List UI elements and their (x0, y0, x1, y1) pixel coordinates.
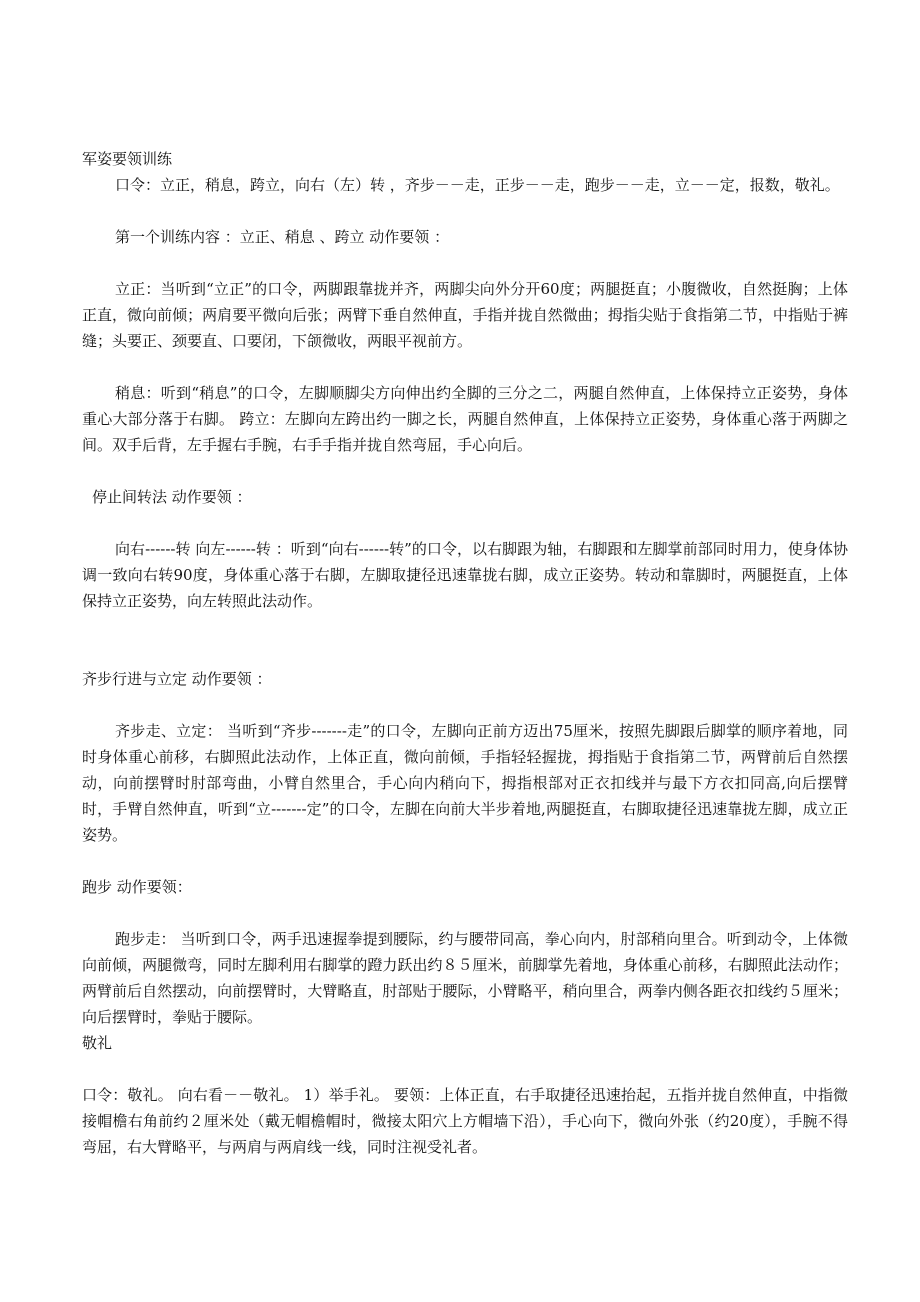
spacer (82, 692, 848, 718)
salute-paragraph: 口令：敬礼。 向右看－－敬礼。 1）举手礼。 要领：上体正直，右手取捷径迅速抬起，五指并拢自然伸直，中指微接帽檐右角前约２厘米处（戴无帽檐帽时，微接太阳穴上方帽墙下沿），手心向下，微向外张（约20度），手腕不得弯屈，右大臂略平，与两肩与两肩线一线，同时注视受礼者。 (82, 1086, 848, 1156)
section1-heading: 第一个训练内容 ：立正、稍息 、跨立 动作要领 ： (115, 228, 450, 246)
stand-attention-paragraph: 立正：当听到“立正”的口令，两脚跟靠拢并齐，两脚尖向外分开60度；两腿挺直；小腹微收，自然挺胸；上体正直，微向前倾；两肩要平微向后张；两臂下垂自然伸直，手指并拢自然微曲；拇指尖贴于食指第二节，中指贴于裤缝；头要正、颈要直、口要闭，下颌微收，两眼平视前方。 (82, 280, 848, 350)
commands-paragraph: 口令：立正，稍息，跨立，向右（左）转 ，齐步－－走，正步－－走，跑步－－走，立－－定，报数，敬礼。 (115, 176, 840, 194)
turning-heading: 停止间转法 动作要领 ： (92, 488, 252, 506)
march-paragraph: 齐步走、立定： 当听到“齐步-------走”的口令，左脚向正前方迈出75厘米，按照先脚跟后脚掌的顺序着地，同时身体重心前移，右脚照此法动作，上体正直，微向前倾，手指轻轻握拢，拇指贴于食指第二节，两臂前后自然摆动，向前摆臂时肘部弯曲，小臂自然里合，手心向内稍向下，拇指根部对正衣扣线并与最下方衣扣同高,向后摆臂时，手臂自然伸直，听到“立-------定”的口令，左脚在向前大半步着地,两腿挺直，右脚取捷径迅速靠拢左脚，成立正姿势。 (82, 722, 848, 844)
spacer (82, 458, 848, 484)
spacer (82, 1056, 848, 1082)
document-title: 军姿要领训练 (82, 150, 173, 168)
spacer (82, 354, 848, 380)
salute-heading: 敬礼 (82, 1034, 113, 1052)
run-heading: 跑步 动作要领： (82, 878, 192, 896)
stand-at-ease-paragraph: 稍息：听到“稍息”的口令，左脚顺脚尖方向伸出约全脚的三分之二，两腿自然伸直，上体保持立正姿势，身体重心大部分落于右脚。 跨立：左脚向左跨出约一脚之长，两腿自然伸直，上体保持立正姿势，身体重心落于两脚之间。双手后背，左手握右手腕，右手手指并拢自然弯屈，手心向后。 (82, 384, 848, 454)
march-heading: 齐步行进与立定 动作要领 ： (82, 670, 272, 688)
document-page (82, 146, 848, 1160)
spacer (82, 614, 848, 666)
spacer (82, 250, 848, 276)
spacer (82, 900, 848, 926)
spacer (82, 848, 848, 874)
run-paragraph: 跑步走： 当听到口令，两手迅速握拳提到腰际，约与腰带同高，拳心向内，肘部稍向里合。听到动令，上体微向前倾，两腿微弯，同时左脚利用右脚掌的蹬力跃出约８５厘米，前脚掌先着地，身体重心前移，右脚照此法动作；两臂前后自然摆动，向前摆臂时，大臂略直，肘部贴于腰际，小臂略平，稍向里合，两拳内侧各距衣扣线约５厘米；向后摆臂时，拳贴于腰际。 (82, 930, 848, 1026)
turning-paragraph: 向右------转 向左------转 ：听到“向右------转”的口令，以右脚跟为轴，右脚跟和左脚掌前部同时用力，使身体协调一致向右转90度，身体重心落于右脚，左脚取捷径迅速靠拢右脚，成立正姿势。转动和靠脚时，两腿挺直，上体保持立正姿势，向左转照此法动作。 (82, 540, 848, 610)
spacer (82, 510, 848, 536)
spacer (82, 198, 848, 224)
